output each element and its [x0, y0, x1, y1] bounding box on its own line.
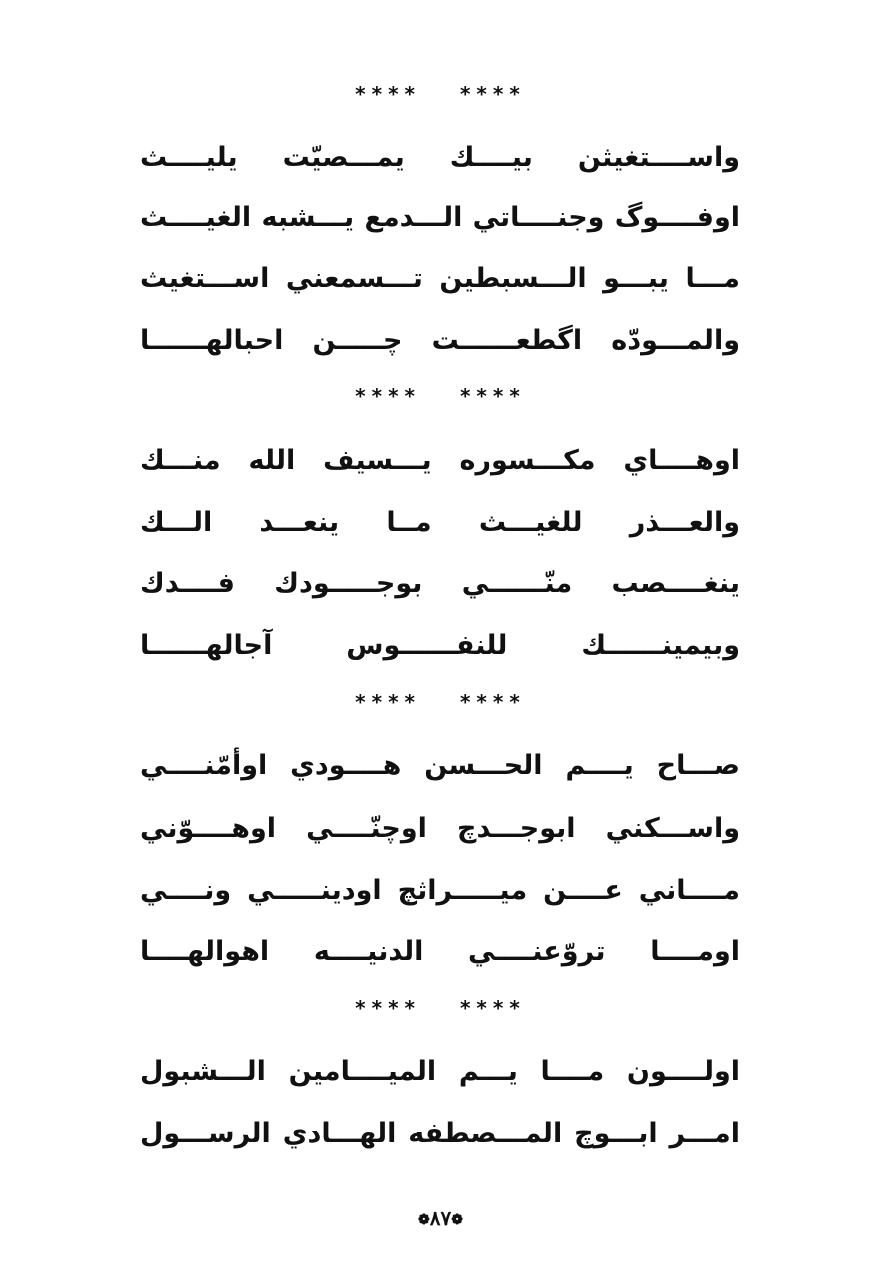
ornament-icon: ❁	[451, 1211, 463, 1228]
verse-line: واســـكني ابوجـــدچ اوچنّــــي اوهــــوّني	[140, 813, 740, 844]
verse-line: وبيمينــــــك للنفــــــوس آجالهــــــا	[140, 630, 740, 661]
ornament-icon: ❁	[418, 1211, 430, 1228]
stanza-separator: **** ****	[355, 690, 526, 714]
verse-line: امـــر ابـــوچ المـــصطفه الهـــادي الرســـول	[140, 1118, 740, 1149]
verse-line: والعـــذر للغيـــث مــا ينعـــد الـــك	[140, 507, 740, 538]
verse-line: والمـــودّه اگطعــــــت چـــــن احبالهــــــا	[140, 325, 740, 356]
verse-line: واســــتغيثن بيــــك يمـــصيّت يليــــث	[140, 142, 740, 173]
verse-line: اوهــــاي مكـــسوره يـــسيف الله منـــك	[140, 445, 740, 476]
verse-line: اوفــــوگ وجنــــاتي الـــدمع يـــشبه الغيــــث	[140, 202, 740, 233]
verse-line: مـــا يبـــو الـــسبطين تـــسمعني اســـتغيث	[140, 263, 740, 294]
verse-line: اولــــون مــــا يـــم الميــــامين الـــشبول	[140, 1056, 740, 1087]
verse-line: مــــاني عــــن ميـــــراثچ اودينـــــي ونــــي	[140, 875, 740, 906]
page-number	[0, 1206, 881, 1230]
page-number-text: ٨٧	[429, 1206, 452, 1230]
verse-line: ينغــــصب منّــــــي بوجـــــودك فــــدك	[140, 568, 740, 599]
stanza-separator: **** ****	[355, 82, 526, 106]
verse-line: اومــــا تروّعنــــي الدنيــــه اهوالهــــا	[140, 936, 740, 967]
stanza-separator: **** ****	[355, 996, 526, 1020]
stanza-separator: **** ****	[355, 384, 526, 408]
verse-line: صـــاح يــــم الحـــسن هــــودي اوأمّنــــي	[140, 750, 740, 781]
